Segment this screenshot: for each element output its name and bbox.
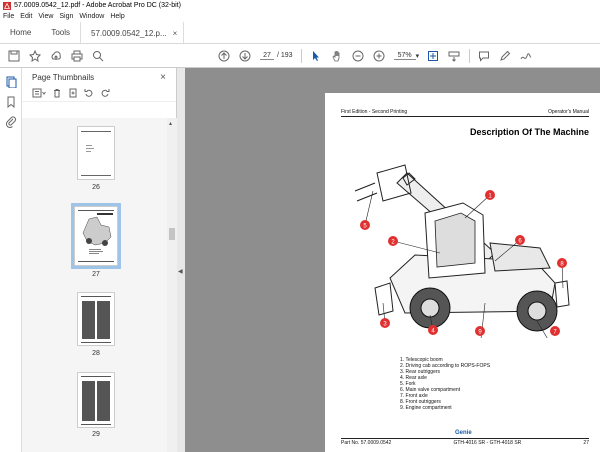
menu-sign[interactable]: Sign <box>59 13 74 20</box>
bookmark-star-icon[interactable] <box>28 49 42 63</box>
thumbnail-preview <box>78 127 114 179</box>
thumbnail-label: 28 <box>92 350 100 357</box>
save-icon[interactable] <box>7 49 21 63</box>
next-page-icon[interactable] <box>238 49 252 63</box>
toolbar <box>0 44 600 68</box>
page-thumbnails-icon[interactable] <box>5 76 17 88</box>
sign-icon[interactable] <box>519 49 533 63</box>
close-tab-icon[interactable]: × <box>172 28 178 38</box>
panel-title: Page Thumbnails <box>32 72 95 82</box>
page-footer <box>341 438 589 446</box>
delete-page-icon[interactable] <box>52 88 62 100</box>
callout-4 <box>428 325 438 335</box>
thumbnail-page-26[interactable] <box>77 126 115 180</box>
collapse-arrow-icon[interactable]: ◀ <box>178 269 183 275</box>
header-left: First Edition - Second Printing <box>341 109 408 115</box>
insert-page-icon[interactable] <box>68 88 78 100</box>
legend-item: 9. Engine compartment <box>400 405 452 411</box>
toolbar-divider-2 <box>469 49 470 63</box>
callout-label: 9 <box>478 329 482 336</box>
close-panel-icon[interactable]: × <box>160 71 166 83</box>
menu-window[interactable]: Window <box>79 13 105 20</box>
genie-logo: Genie <box>455 430 472 436</box>
callout-label: 2 <box>391 239 395 246</box>
toolbar-divider <box>301 49 302 63</box>
attachments-icon[interactable] <box>5 116 17 128</box>
scrollbar-thumb[interactable] <box>169 228 175 240</box>
thumbnail-list <box>22 118 167 452</box>
panel-header <box>22 68 176 86</box>
thumbnails-panel <box>22 68 177 452</box>
page-title: Description Of The Machine <box>469 127 589 137</box>
comment-icon[interactable] <box>477 49 491 63</box>
page-header <box>341 109 589 117</box>
scroll-up-icon[interactable]: ▴ <box>169 121 173 127</box>
options-menu-icon[interactable] <box>32 88 46 100</box>
scroll-mode-icon[interactable] <box>447 49 461 63</box>
hand-tool-icon[interactable] <box>330 49 344 63</box>
total-pages: / 193 <box>277 52 293 59</box>
acrobat-icon <box>3 2 11 10</box>
legend-item: 8. Front outriggers <box>400 399 441 405</box>
menu-file[interactable]: File <box>3 13 15 20</box>
bookmarks-icon[interactable] <box>5 96 17 108</box>
callout-label: 7 <box>553 329 557 336</box>
panel-toolbar <box>22 86 176 102</box>
callout-1 <box>485 190 495 200</box>
thumbnail-scrollbar[interactable] <box>167 118 177 452</box>
upload-cloud-icon[interactable] <box>49 49 63 63</box>
footer-right: 27 <box>583 440 589 446</box>
callout-8 <box>557 258 567 268</box>
legend-item: 7. Front axle <box>400 393 428 399</box>
print-icon[interactable] <box>70 49 84 63</box>
header-right: Operator's Manual <box>548 109 589 115</box>
zoom-select[interactable] <box>394 52 420 60</box>
fit-page-icon[interactable] <box>426 49 440 63</box>
thumbnail-page-28[interactable] <box>77 292 115 346</box>
select-cursor-icon[interactable] <box>309 49 323 63</box>
legend-item: 5. Fork <box>400 381 416 387</box>
title-bar <box>0 0 600 11</box>
legend-item: 1. Telescopic boom <box>400 357 443 363</box>
zoom-in-icon[interactable] <box>372 49 386 63</box>
left-nav-rail <box>0 68 22 452</box>
tab-tools[interactable]: Tools <box>51 27 71 37</box>
rotate-left-icon[interactable] <box>84 88 94 100</box>
window-title: 57.0009.0542_12.pdf - Adobe Acrobat Pro DC (32-bit) <box>14 2 181 9</box>
footer-left: Part No. 57.0009.0542 <box>341 440 392 446</box>
legend-item: 6. Main valve compartment <box>400 387 461 393</box>
thumbnail-preview <box>75 207 117 265</box>
tab-bar <box>0 22 600 44</box>
previous-page-icon[interactable] <box>217 49 231 63</box>
legend-item: 2. Driving cab according to ROPS-FOPS <box>400 363 491 369</box>
callout-label: 3 <box>383 321 387 328</box>
callout-label: 1 <box>488 193 492 200</box>
footer-mid: GTH-4016 SR - GTH-4018 SR <box>453 440 522 446</box>
document-view <box>185 68 600 452</box>
thumbnail-preview <box>78 373 114 427</box>
current-page-input[interactable]: 27 <box>260 52 274 60</box>
callout-9 <box>475 326 485 336</box>
thumbnail-page-29[interactable] <box>77 372 115 428</box>
parts-legend <box>400 357 490 411</box>
callout-label: 6 <box>518 238 522 245</box>
menu-view[interactable]: View <box>38 13 54 20</box>
callout-label: 5 <box>363 223 367 230</box>
legend-item: 3. Rear outriggers <box>400 369 441 375</box>
machine-illustration <box>345 143 580 338</box>
callout-label: 4 <box>431 328 435 335</box>
thumbnail-label: 29 <box>92 431 100 438</box>
rotate-right-icon[interactable] <box>100 88 110 100</box>
callout-label: 8 <box>560 261 564 268</box>
tab-document-label: 57.0009.0542_12.p... <box>91 28 167 38</box>
thumbnail-page-27[interactable] <box>74 206 118 266</box>
callout-2 <box>388 236 398 246</box>
callout-7 <box>550 326 560 336</box>
thumbnail-label: 26 <box>92 184 100 191</box>
callout-3 <box>380 318 390 328</box>
tab-home[interactable]: Home <box>10 27 32 37</box>
pen-icon[interactable] <box>498 49 512 63</box>
page-navigator <box>260 49 293 63</box>
menu-help[interactable]: Help <box>110 13 125 20</box>
chevron-down-icon: ▾ <box>415 52 420 60</box>
callout-6 <box>515 235 525 245</box>
zoom-out-icon[interactable] <box>351 49 365 63</box>
menu-edit[interactable]: Edit <box>20 13 33 20</box>
panel-collapse-gutter[interactable] <box>177 68 185 452</box>
find-icon[interactable] <box>91 49 105 63</box>
thumbnail-preview <box>78 293 114 345</box>
thumbnail-label: 27 <box>92 271 100 278</box>
callout-5 <box>360 220 370 230</box>
legend-item: 4. Rear axle <box>400 375 427 381</box>
pdf-page <box>325 93 600 452</box>
tab-document[interactable] <box>80 21 184 43</box>
zoom-value: 57% <box>394 52 416 60</box>
